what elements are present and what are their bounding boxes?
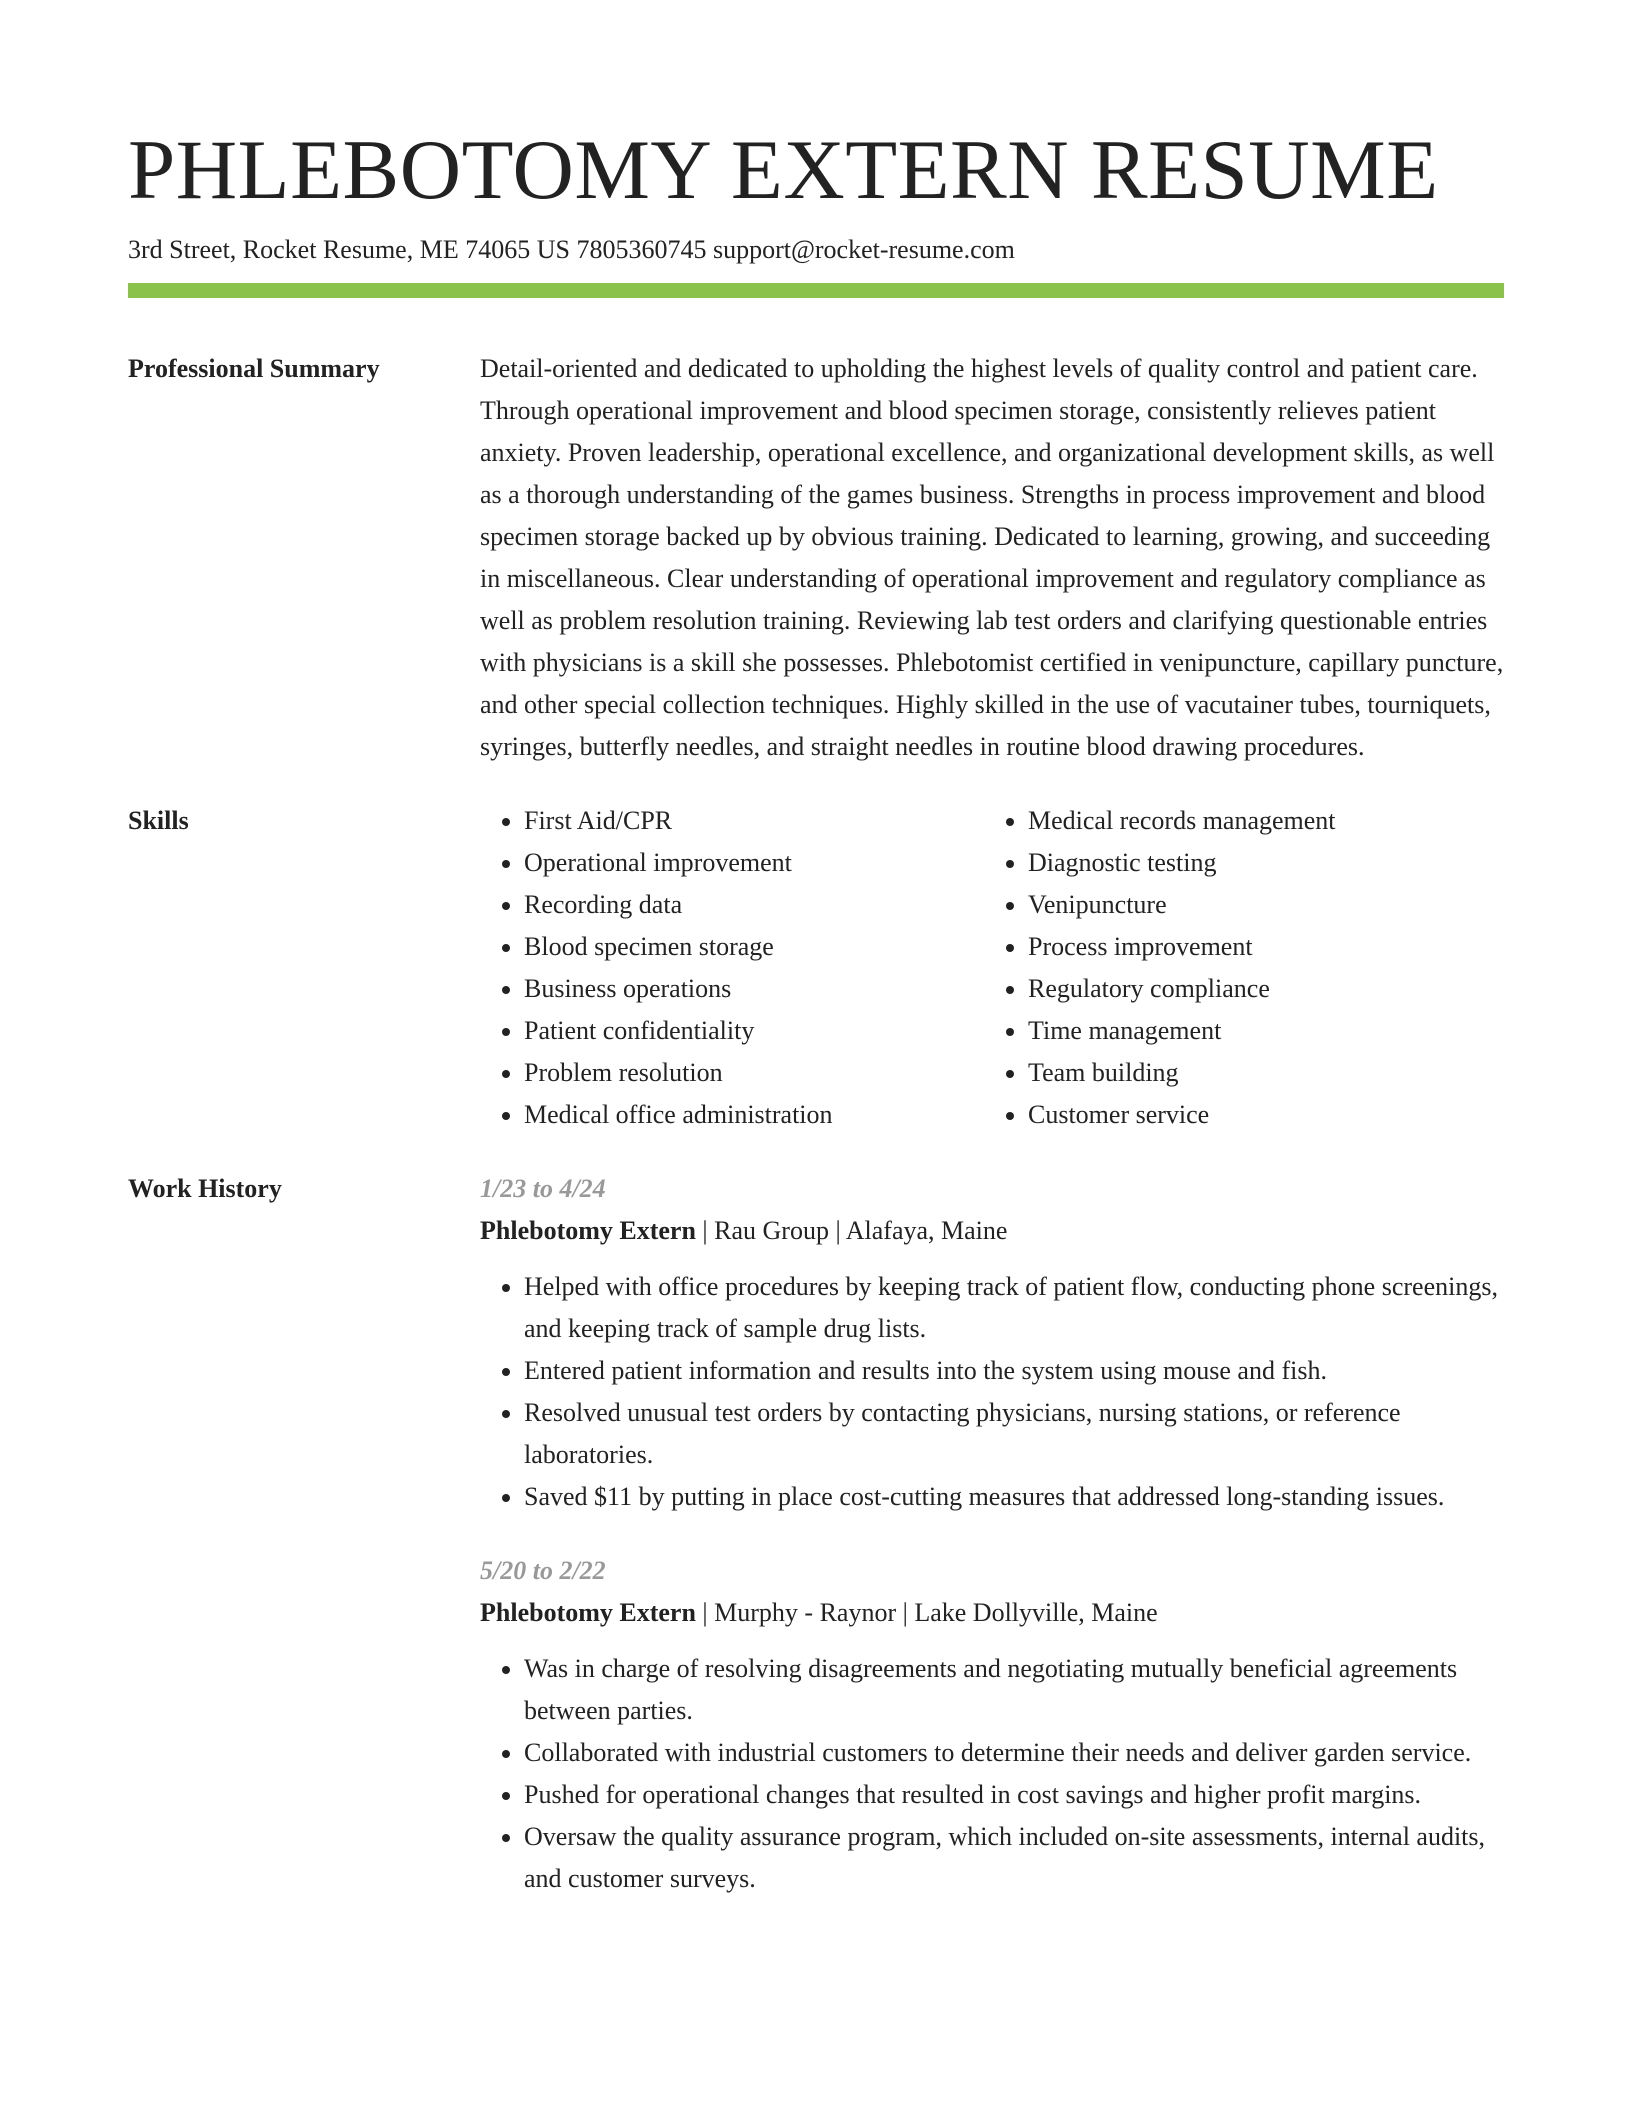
skill-item: • Patient confidentiality: [524, 1010, 984, 1052]
skills-list-right: [984, 800, 1488, 1136]
job-location: | Lake Dollyville, Maine: [896, 1598, 1158, 1627]
job-bullets: [480, 1648, 1504, 1900]
skill-item: • Process improvement: [1028, 926, 1488, 968]
contact-line: [128, 232, 1504, 268]
skill-item: • Diagnostic testing: [1028, 842, 1488, 884]
resume-title: PHLEBOTOMY EXTERN RESUME: [128, 123, 1439, 217]
job-entry: [480, 1168, 1504, 1518]
contact-email: support@rocket-resume.com: [712, 235, 1015, 264]
skill-item: • Medical records management: [1028, 800, 1488, 842]
skill-item: • First Aid/CPR: [524, 800, 984, 842]
work-history-section: [128, 1168, 1504, 1900]
skill-item: • Business operations: [524, 968, 984, 1010]
job-bullet: • Was in charge of resolving disagreements and negotiating mutually beneficial agreements between parties.: [524, 1648, 1504, 1732]
skill-item: • Time management: [1028, 1010, 1488, 1052]
job-bullet: • Entered patient information and results into the system using mouse and fish.: [524, 1350, 1504, 1392]
skills-section: [128, 800, 1504, 1136]
job-dates: 1/23 to 4/24: [480, 1174, 606, 1203]
job-header: [480, 1210, 1504, 1252]
work-history-body: [480, 1168, 1504, 1900]
summary-heading: Professional Summary: [128, 354, 380, 383]
work-history-heading: Work History: [128, 1174, 282, 1203]
job-bullets: [480, 1266, 1504, 1518]
job-location: | Alafaya, Maine: [829, 1216, 1007, 1245]
job-bullet: • Collaborated with industrial customers to determine their needs and deliver garden service.: [524, 1732, 1504, 1774]
job-title: Phlebotomy Extern: [480, 1216, 696, 1245]
job-header: [480, 1592, 1504, 1634]
skills-columns: [480, 800, 1504, 1136]
skills-body: [480, 800, 1504, 1136]
job-bullet: • Resolved unusual test orders by contacting physicians, nursing stations, or reference laboratories.: [524, 1392, 1504, 1476]
job-bullet: • Helped with office procedures by keeping track of patient flow, conducting phone screenings, and keeping track of sample drug lists.: [524, 1266, 1504, 1350]
job-dates: 5/20 to 2/22: [480, 1556, 606, 1585]
job-bullet: • Saved $11 by putting in place cost-cutting measures that addressed long-standing issues.: [524, 1476, 1504, 1518]
job-entry: [480, 1550, 1504, 1900]
skill-item: • Regulatory compliance: [1028, 968, 1488, 1010]
skills-list-left: [480, 800, 984, 1136]
summary-text: Detail-oriented and dedicated to upholding the highest levels of quality control and patient care. Through operational improvement and blood specimen storage, consistently relieves patient anxiety. Proven leadership, operational excellence, and organizational development skills, as well as a thorough understanding of the games business. Strengths in process improvement and blood specimen storage backed up by obvious training. Dedicated to learning, growing, and succeeding in miscellaneous. Clear understanding of operational improvement and regulatory compliance as well as problem resolution training. Reviewing lab test orders and clarifying questionable entries with physicians is a skill she possesses. Phlebotomist certified in venipuncture, capillary puncture, and other special collection techniques. Highly skilled in the use of vacutainer tubes, tourniquets, syringes, butterfly needles, and straight needles in routine blood drawing procedures.: [480, 354, 1504, 761]
skill-item: • Problem resolution: [524, 1052, 984, 1094]
skill-item: • Blood specimen storage: [524, 926, 984, 968]
header-divider: [128, 283, 1504, 298]
job-bullet: • Oversaw the quality assurance program, which included on-site assessments, internal audits, and customer surveys.: [524, 1816, 1504, 1900]
contact-address: 3rd Street, Rocket Resume, ME 74065 US: [128, 235, 570, 264]
skill-item: • Venipuncture: [1028, 884, 1488, 926]
skill-item: • Medical office administration: [524, 1094, 984, 1136]
summary-section: [128, 348, 1504, 768]
skill-item: • Recording data: [524, 884, 984, 926]
job-company: | Rau Group: [696, 1216, 829, 1245]
skill-item: • Customer service: [1028, 1094, 1488, 1136]
job-title: Phlebotomy Extern: [480, 1598, 696, 1627]
contact-phone: 7805360745: [576, 235, 707, 264]
skills-heading: Skills: [128, 806, 189, 835]
skill-item: • Operational improvement: [524, 842, 984, 884]
job-company: | Murphy - Raynor: [696, 1598, 896, 1627]
job-bullet: • Pushed for operational changes that resulted in cost savings and higher profit margins.: [524, 1774, 1504, 1816]
skill-item: • Team building: [1028, 1052, 1488, 1094]
